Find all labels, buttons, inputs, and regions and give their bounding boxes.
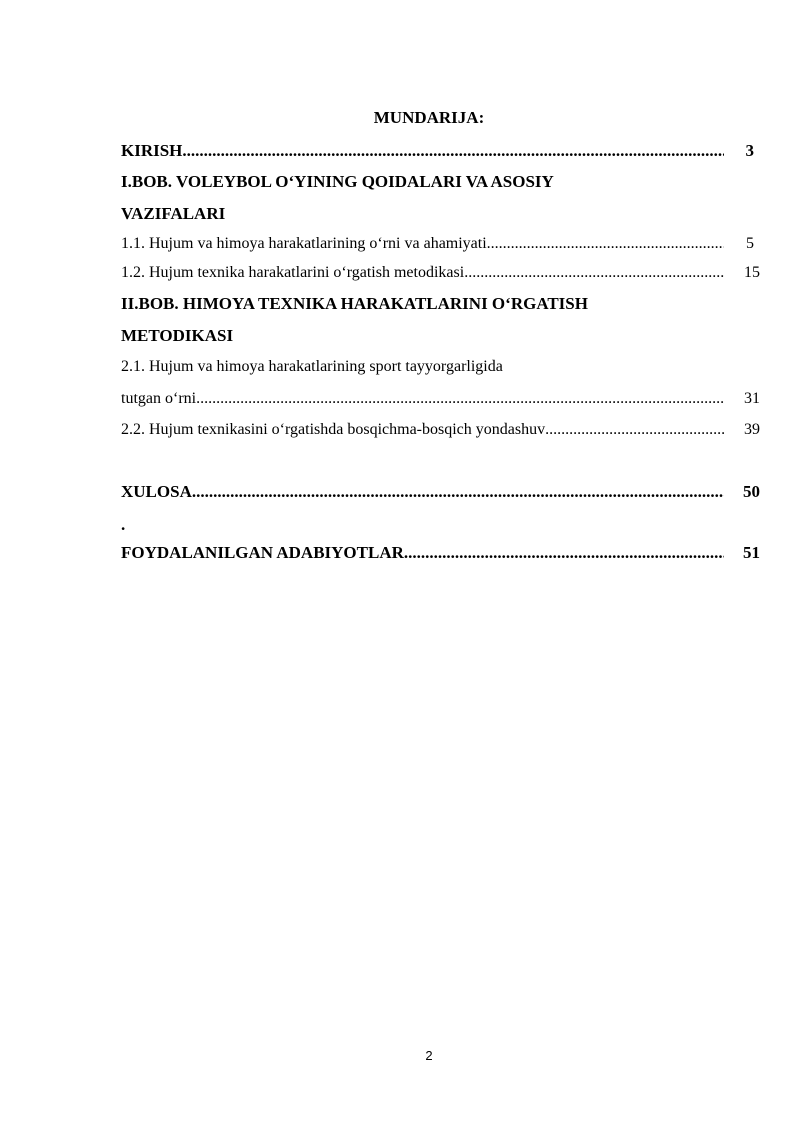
toc-entry-1-1	[121, 233, 760, 255]
toc-leader-dots	[545, 419, 724, 441]
toc-page-number: 5	[746, 235, 754, 252]
toc-entry-text: 2.2. Hujum texnikasini o‘rgatishda bosqichma-bosqich yondashuv	[121, 421, 546, 438]
toc-chapter-1-heading-line-2: VAZIFALARI	[121, 204, 226, 223]
toc-entry-adabiyotlar	[121, 542, 760, 564]
toc-entry-text: 1.1. Hujum va himoya harakatlarining o‘rni va ahamiyati	[121, 235, 487, 252]
toc-leader-dots	[196, 388, 724, 410]
toc-chapter-2-heading-line-2: METODIKASI	[121, 326, 234, 345]
toc-entry-text: tutgan o‘rni	[121, 390, 197, 407]
toc-leader-dots	[464, 262, 724, 284]
toc-leader-dots	[487, 233, 724, 255]
toc-title: MUNDARIJA:	[373, 108, 485, 127]
toc-entry-2-1-line-1: 2.1. Hujum va himoya harakatlarining sport tayyorgarligida	[121, 358, 503, 375]
toc-entry-2-2	[121, 419, 760, 441]
toc-entry-xulosa	[121, 481, 760, 503]
toc-page-number: 3	[745, 141, 754, 160]
toc-entry-text: XULOSA	[121, 482, 192, 501]
toc-chapter-1-heading-line-1: I.BOB. VOLEYBOL O‘YINING QOIDALARI VA ASOSIY	[121, 172, 554, 191]
stray-dot: .	[121, 515, 126, 534]
toc-chapter-2-heading-line-1: II.BOB. HIMOYA TEXNIKA HARAKATLARINI O‘RGATISH	[121, 294, 588, 313]
toc-leader-dots	[182, 140, 724, 162]
toc-entry-text: 1.2. Hujum texnika harakatlarini o‘rgatish metodikasi	[121, 264, 465, 281]
toc-entry-2-1	[121, 388, 760, 410]
toc-page-number: 39	[744, 421, 760, 438]
toc-page-number: 51	[743, 543, 760, 562]
page-number-footer: 2	[425, 1048, 433, 1063]
toc-page-number: 50	[743, 482, 760, 501]
toc-entry-kirish	[121, 140, 760, 162]
toc-page-number: 15	[744, 264, 760, 281]
toc-leader-dots	[404, 542, 724, 564]
toc-entry-text: FOYDALANILGAN ADABIYOTLAR	[121, 543, 404, 562]
toc-entry-text: KIRISH	[121, 141, 183, 160]
toc-entry-1-2	[121, 262, 760, 284]
toc-page-number: 31	[744, 390, 760, 407]
toc-leader-dots	[192, 481, 724, 503]
